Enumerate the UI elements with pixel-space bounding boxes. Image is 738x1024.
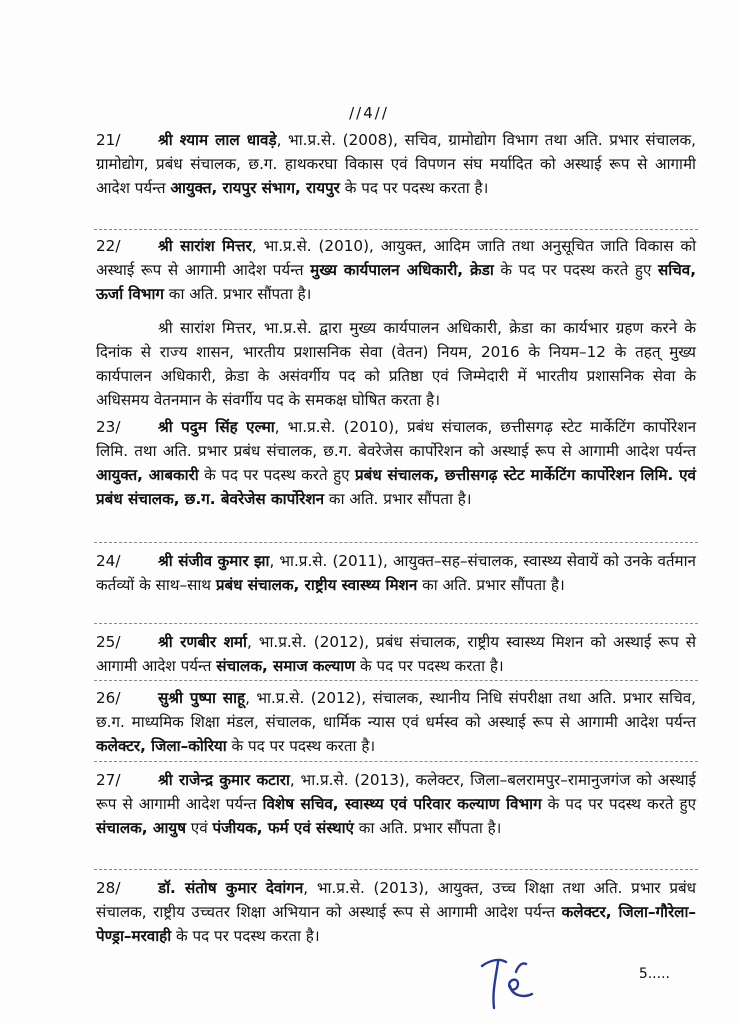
officer-name: श्री पदुम सिंह एल्मा xyxy=(158,418,275,436)
item-number: 25/ xyxy=(96,633,121,651)
order-item-27 xyxy=(96,768,696,840)
item-text: , भा.प्र.से. (2008), सचिव, ग्रामोद्योग विभाग तथा अति. प्रभार संचालक, ग्रामोद्योग, प्रबंध संचालक, छ.ग. हाथकरघा विकास एवं विपणन संघ मर्यादित को अस्थाई रूप से आगामी आदेश पर्यन्त xyxy=(96,131,696,197)
item-text: का अति. प्रभार सौंपता है। xyxy=(353,819,502,837)
item-text: के पद पर पदस्थ करते हुए xyxy=(493,261,658,279)
charge-bold: संचालक, आयुष xyxy=(96,819,186,837)
item-text: , भा.प्र.से. (2011), आयुक्त–सह–संचालक, स्वास्थ्य सेवायें को उनके वर्तमान कर्तव्यों के साथ–साथ xyxy=(96,552,696,594)
officer-name: श्री सारांश मित्तर xyxy=(158,237,252,255)
order-item-21 xyxy=(96,128,696,200)
order-item-25 xyxy=(96,630,696,678)
item-text: के पद पर पदस्थ करता है। xyxy=(171,927,320,945)
order-item-26 xyxy=(96,686,696,758)
officer-name: श्री रणबीर शर्मा xyxy=(158,633,247,651)
item-text: का अति. प्रभार सौंपता है। xyxy=(163,285,312,303)
item-text: का अति. प्रभार सौंपता है। xyxy=(417,576,565,594)
item-text: के पद पर पदस्थ करता है। xyxy=(355,657,504,675)
item-text: के पद पर पदस्थ करते हुए xyxy=(198,466,355,484)
posting-bold: कलेक्टर, जिला–गौरेला–पेण्ड्रा–मरवाही xyxy=(96,903,696,945)
officer-name: श्री संजीव कुमार झा xyxy=(158,552,270,570)
officer-name: सुश्री पुष्पा साहू xyxy=(158,689,246,707)
item-text: , भा.प्र.से. (2012), संचालक, स्थानीय निधि संपरीक्षा तथा अति. प्रभार सचिव, छ.ग. माध्यमिक शिक्षा मंडल, संचालक, धार्मिक न्यास एवं धर्मस्व को अस्थाई रूप से आगामी आदेश पर्यन्त xyxy=(96,689,696,731)
item-text: , भा.प्र.से. (2010), प्रबंध संचालक, छत्तीसगढ़ स्टेट मार्केटिंग कार्पोरेशन लिमि. तथा अति. प्रभार प्रबंध संचालक, छ.ग. बेवरेजेस कार्पोरेशन को अस्थाई रूप से आगामी आदेश पर्यन्त xyxy=(96,418,697,460)
officer-name: श्री श्याम लाल धावड़े xyxy=(158,131,277,149)
separator-line xyxy=(94,542,698,543)
posting-bold: संचालक, समाज कल्याण xyxy=(216,657,356,675)
order-item-28 xyxy=(96,876,696,948)
item-number: 22/ xyxy=(96,237,121,255)
item-text: के पद पर पदस्थ करता है। xyxy=(226,737,376,755)
separator-line xyxy=(94,680,698,681)
posting-bold: आयुक्त, रायपुर संभाग, रायपुर xyxy=(170,179,340,197)
order-item-24 xyxy=(96,549,696,597)
item-text: के पद पर पदस्थ करते हुए xyxy=(541,795,697,813)
item-text: , भा.प्र.से. (2013), आयुक्त, उच्च शिक्षा तथा अति. प्रभार प्रबंध संचालक, राष्ट्रीय उच्चतर शिक्षा अभियान को अस्थाई रूप से आगामी आदेश पर्यन्त xyxy=(96,879,697,921)
separator-line xyxy=(94,761,698,762)
order-item-23 xyxy=(96,415,696,511)
page-number: //4// xyxy=(349,104,389,122)
item-text: , भा.प्र.से. (2012), प्रबंध संचालक, राष्ट्रीय स्वास्थ्य मिशन को अस्थाई रूप से आगामी आदेश पर्यन्त xyxy=(96,633,696,675)
item-number: 27/ xyxy=(96,771,121,789)
charge-bold: प्रबंध संचालक, छत्तीसगढ़ स्टेट मार्केटिंग कार्पोरेशन लिमि. एवं प्रबंध संचालक, छ.ग. बेवरेजेस कार्पोरेशन xyxy=(96,466,696,508)
item-text: एवं xyxy=(185,819,213,837)
item-text: के पद पर पदस्थ करता है। xyxy=(339,179,489,197)
order-item-22 xyxy=(96,234,696,306)
separator-line xyxy=(94,869,698,870)
officer-name: डॉ. संतोष कुमार देवांगन xyxy=(158,879,304,897)
posting-bold: विशेष सचिव, स्वास्थ्य एवं परिवार कल्याण विभाग xyxy=(262,795,542,813)
item-text: , भा.प्र.से. (2010), आयुक्त, आदिम जाति तथा अनुसूचित जाति विकास को अस्थाई रूप से आगामी आदेश पर्यन्त xyxy=(96,237,697,279)
posting-bold: मुख्य कार्यपालन अधिकारी, क्रेडा xyxy=(310,261,494,279)
item-number: 28/ xyxy=(96,879,121,897)
charge-bold: सचिव, ऊर्जा विभाग xyxy=(96,261,697,303)
posting-bold: प्रबंध संचालक, राष्ट्रीय स्वास्थ्य मिशन xyxy=(215,576,418,594)
charge-bold: पंजीयक, फर्म एवं संस्थाएं xyxy=(212,819,354,837)
separator-line xyxy=(94,229,698,230)
item-number: 23/ xyxy=(96,418,121,436)
item-text: का अति. प्रभार सौंपता है। xyxy=(324,490,472,508)
item-text: , भा.प्र.से. (2013), कलेक्टर, जिला–बलरामपुर–रामानुजगंज को अस्थाई रूप से आगामी आदेश पर्यन्त xyxy=(96,771,696,813)
separator-line xyxy=(94,623,698,624)
officer-name: श्री राजेन्द्र कुमार कटारा xyxy=(158,771,290,789)
order-item-22-note: श्री सारांश मित्तर, भा.प्र.से. द्वारा मुख्य कार्यपालन अधिकारी, क्रेडा का कार्यभार ग्रहण करने के दिनांक से राज्य शासन, भारतीय प्रशासनिक सेवा (वेतन) नियम, 2016 के नियम–12 के तहत् मुख्य कार्यपालन अधिकारी, क्रेडा के असंवर्गीय पद को प्रतिष्ठा एवं जिम्मेदारी में भारतीय प्रशासनिक सेवा के अधिसमय वेतनमान के संवर्गीय पद के समकक्ष घोषित करता है। xyxy=(96,319,696,409)
item-number: 24/ xyxy=(96,552,121,570)
posting-bold: कलेक्टर, जिला–कोरिया xyxy=(96,737,227,755)
item-number: 26/ xyxy=(96,689,121,707)
item-number: 21/ xyxy=(96,131,121,149)
continued-marker: 5..... xyxy=(638,966,670,982)
posting-bold: आयुक्त, आबकारी xyxy=(96,466,199,484)
handwritten-signature xyxy=(476,952,556,1016)
